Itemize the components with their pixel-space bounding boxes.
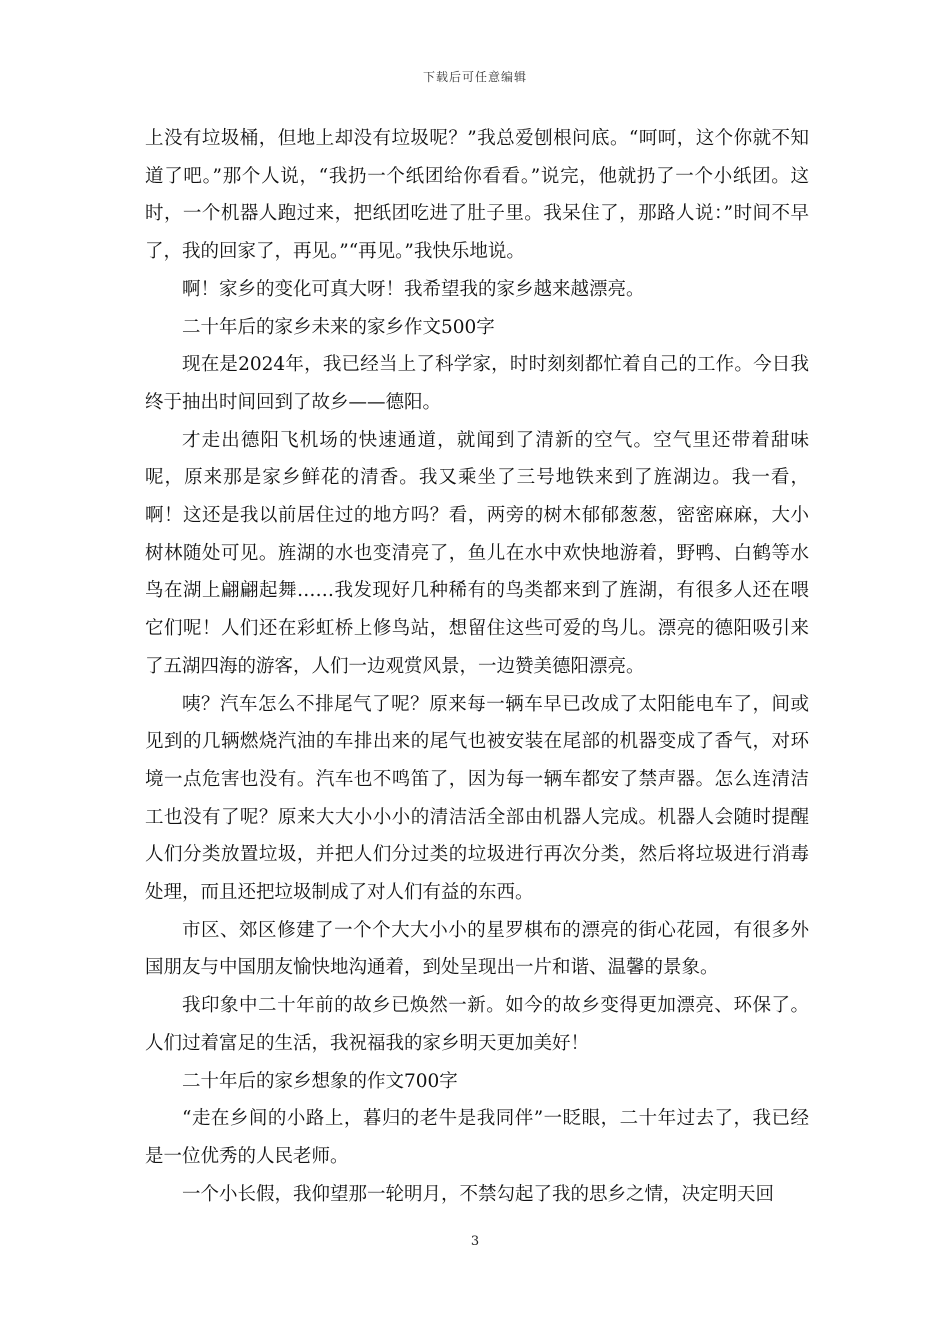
paragraph-4: 现在是2024年，我已经当上了科学家，时时刻刻都忙着自己的工作。今日我终于抽出时间回到了故乡——德阳。	[145, 354, 809, 413]
paragraph-7: 市区、郊区修建了一个个大大小小的星罗棋布的漂亮的街心花园，有很多外国朋友与中国朋友愉快地沟通着，到处呈现出一片和谐、温馨的景象。	[145, 919, 809, 979]
document-body	[145, 120, 809, 1213]
paragraph-1: 上没有垃圾桶，但地上却没有垃圾呢？”我总爱刨根问底。“呵呵，这个你就不知道了吧。”那个人说，“我扔一个纸团给你看看。”说完，他就扔了一个小纸团。这时，一个机器人跑过来，把纸团吃进了肚子里。我呆住了，那路人说：”时间不早了，我的回家了，再见。”“再见。”我快乐地说。	[145, 128, 809, 263]
section-heading-500: 二十年后的家乡未来的家乡作文500字	[182, 316, 495, 338]
page-number: 3	[470, 1234, 480, 1249]
paragraph-2: 啊！家乡的变化可真大呀！我希望我的家乡越来越漂亮。	[182, 278, 645, 300]
paragraph-10: “走在乡间的小路上，暮归的老牛是我同伴”一眨眼，二十年过去了，我已经是一位优秀的人民老师。	[145, 1108, 809, 1167]
paragraph-8: 我印象中二十年前的故乡已焕然一新。如今的故乡变得更加漂亮、环保了。人们过着富足的生活，我祝福我的家乡明天更加美好！	[145, 995, 809, 1054]
paragraph-5: 才走出德阳飞机场的快速通道，就闻到了清新的空气。空气里还带着甜味呢，原来那是家乡鲜花的清香。我又乘坐了三号地铁来到了旌湖边。我一看，啊！这还是我以前居住过的地方吗？看，两旁的树木郁郁葱葱，密密麻麻，大小树林随处可见。旌湖的水也变清亮了，鱼儿在水中欢快地游着，野鸭、白鹤等水鸟在湖上翩翩起舞……我发现好几种稀有的鸟类都来到了旌湖，有很多人还在喂它们呢！人们还在彩虹桥上修鸟站，想留住这些可爱的鸟儿。漂亮的德阳吸引来了五湖四海的游客，人们一边观赏风景，一边赞美德阳漂亮。	[145, 429, 809, 677]
paragraph-6: 咦？汽车怎么不排尾气了呢？原来每一辆车早已改成了太阳能电车了，间或见到的几辆燃烧汽油的车排出来的尾气也被安装在尾部的机器变成了香气，对环境一点危害也没有。汽车也不鸣笛了，因为每一辆车都安了禁声器。怎么连清洁工也没有了呢？原来大大小小小的清洁活全部由机器人完成。机器人会随时提醒人们分类放置垃圾，并把人们分过类的垃圾进行再次分类，然后将垃圾进行消毒处理，而且还把垃圾制成了对人们有益的东西。	[145, 693, 809, 904]
page-header: 下载后可任意编辑	[422, 70, 527, 84]
paragraph-11: 一个小长假，我仰望那一轮明月，不禁勾起了我的思乡之情，决定明天回	[182, 1183, 775, 1205]
section-heading-700: 二十年后的家乡想象的作文700字	[182, 1070, 458, 1092]
